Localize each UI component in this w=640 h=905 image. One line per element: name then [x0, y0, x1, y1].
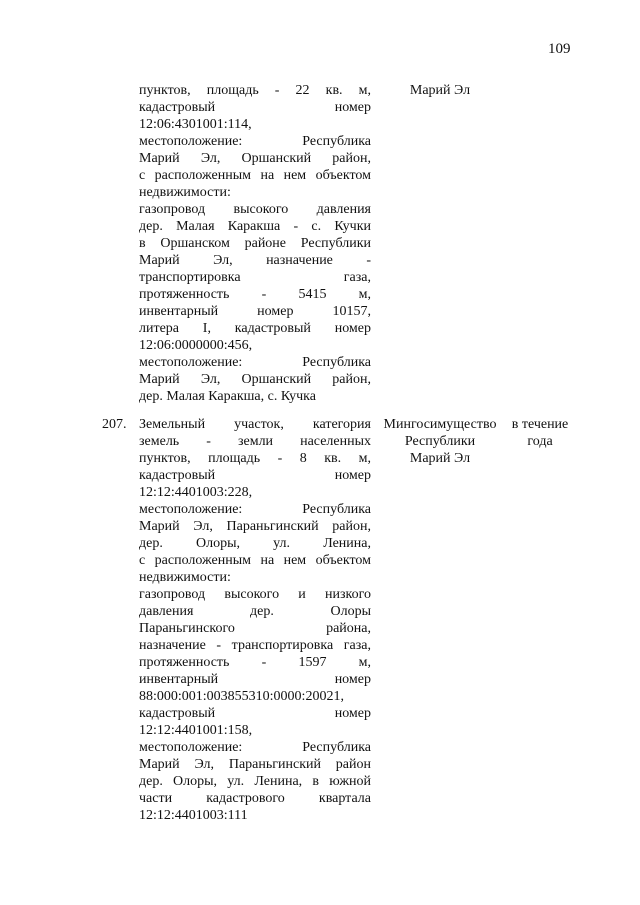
description-line: протяженность - 1597 м, — [139, 655, 371, 670]
organization-line: Республики — [404, 434, 476, 449]
description-line: местоположение: Республика — [139, 134, 371, 149]
row-organization — [381, 82, 499, 99]
description-line: дер. Олоры, ул. Ленина, — [139, 536, 371, 551]
description-line: пунктов, площадь - 22 кв. м, — [139, 83, 371, 98]
description-line: дер. Малая Каракша, с. Кучка — [139, 389, 316, 404]
row-number: 207. — [102, 417, 127, 432]
term-line: года — [527, 434, 553, 449]
description-line: газопровод высокого и низкого — [139, 587, 371, 602]
row-description — [139, 82, 371, 405]
description-line: 88:000:001:003855310:0000:20021, — [139, 689, 344, 704]
term-line: в течение — [511, 417, 569, 432]
description-line: дер. Малая Каракша - с. Кучки — [139, 219, 371, 234]
row-term — [505, 416, 575, 450]
description-line: литера I, кадастровый номер — [139, 321, 371, 336]
organization-line: Марий Эл — [409, 451, 471, 466]
row-organization — [381, 416, 499, 467]
description-line: части кадастрового квартала — [139, 791, 371, 806]
description-line: недвижимости: — [139, 185, 231, 200]
organization-line: Марий Эл — [409, 83, 471, 98]
description-line: с расположенным на нем объектом — [139, 168, 371, 183]
description-line: назначение - транспортировка газа, — [139, 638, 371, 653]
description-line: в Оршанском районе Республики — [139, 236, 371, 251]
description-line: газопровод высокого давления — [139, 202, 371, 217]
organization-line: Мингосимущество — [383, 417, 497, 432]
description-line: инвентарный номер — [139, 672, 371, 687]
description-line: 12:12:4401003:228, — [139, 485, 253, 500]
description-line: 12:06:4301001:114, — [139, 117, 252, 132]
description-line: кадастровый номер — [139, 468, 371, 483]
description-line: с расположенным на нем объектом — [139, 553, 371, 568]
description-line: инвентарный номер 10157, — [139, 304, 371, 319]
description-line: дер. Олоры, ул. Ленина, в южной — [139, 774, 371, 789]
description-line: 12:06:0000000:456, — [139, 338, 253, 353]
description-line: местоположение: Республика — [139, 502, 371, 517]
row-description — [139, 416, 371, 824]
description-line: пунктов, площадь - 8 кв. м, — [139, 451, 371, 466]
description-line: давления дер. Олоры — [139, 604, 371, 619]
description-line: транспортировка газа, — [139, 270, 371, 285]
description-line: кадастровый номер — [139, 100, 371, 115]
description-line: 12:12:4401001:158, — [139, 723, 253, 738]
description-line: Земельный участок, категория — [139, 417, 371, 432]
description-line: Параньгинского района, — [139, 621, 371, 636]
description-line: Марий Эл, Параньгинский район, — [139, 519, 371, 534]
description-line: Марий Эл, назначение - — [139, 253, 371, 268]
description-line: Марий Эл, Параньгинский район — [139, 757, 371, 772]
description-line: 12:12:4401003:111 — [139, 808, 248, 823]
description-line: протяженность - 5415 м, — [139, 287, 371, 302]
page-number: 109 — [548, 41, 571, 57]
description-line: Марий Эл, Оршанский район, — [139, 372, 371, 387]
description-line: земель - земли населенных — [139, 434, 371, 449]
description-line: кадастровый номер — [139, 706, 371, 721]
description-line: Марий Эл, Оршанский район, — [139, 151, 371, 166]
description-line: недвижимости: — [139, 570, 231, 585]
description-line: местоположение: Республика — [139, 740, 371, 755]
description-line: местоположение: Республика — [139, 355, 371, 370]
